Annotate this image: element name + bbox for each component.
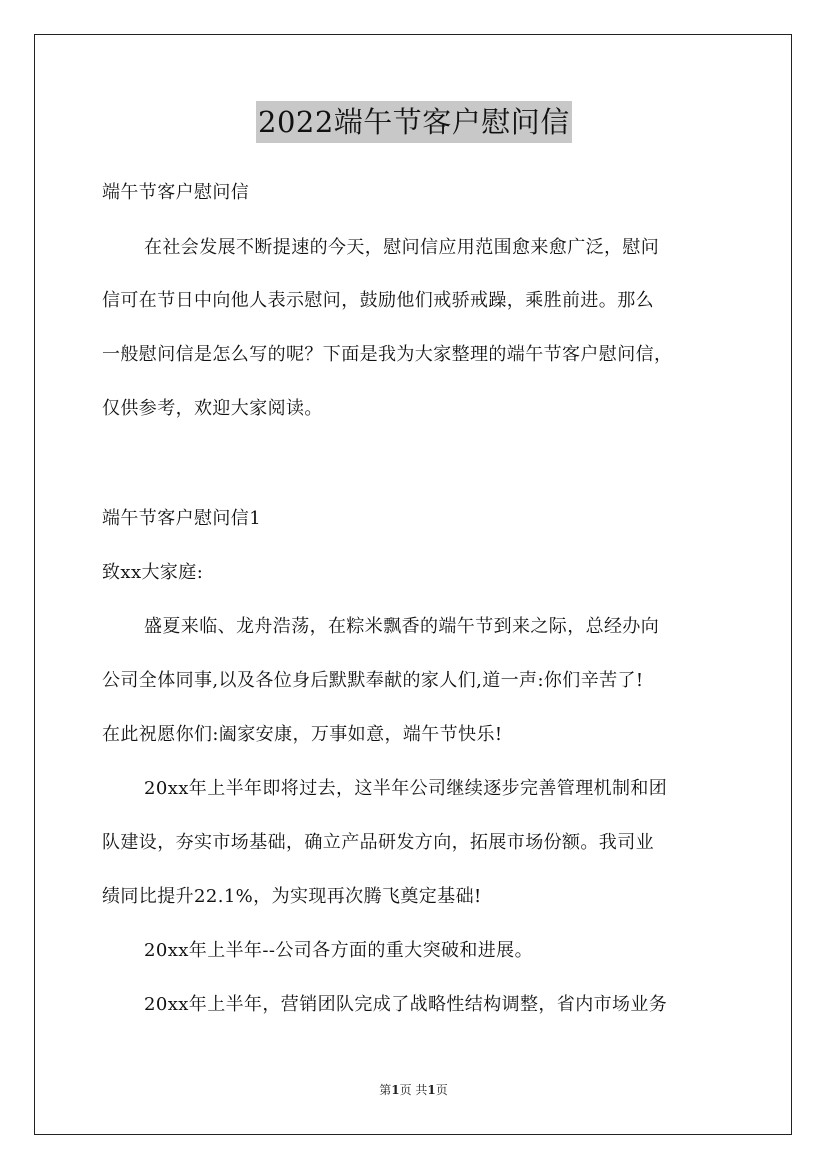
- paragraph-line: 一般慰问信是怎么写的呢？下面是我为大家整理的端午节客户慰问信，: [102, 344, 673, 365]
- paragraph-line: 20xx年上半年即将过去，这半年公司继续逐步完善管理机制和团: [144, 778, 668, 799]
- paragraph-line: 信可在节日中向他人表示慰问，鼓励他们戒骄戒躁，乘胜前进。那么: [102, 290, 654, 311]
- footer-page-current: 1: [391, 1083, 400, 1097]
- section-heading: 端午节客户慰问信1: [102, 508, 262, 529]
- footer-page-total: 1: [427, 1083, 436, 1097]
- paragraph-line: 在此祝愿你们:阖家安康，万事如意，端午节快乐!: [102, 724, 503, 745]
- page-footer: [0, 1082, 827, 1098]
- subtitle-line: 端午节客户慰问信: [102, 182, 250, 203]
- paragraph-line: 在社会发展不断提速的今天，慰问信应用范围愈来愈广泛，慰问: [144, 237, 660, 258]
- document-title: 2022端午节客户慰问信: [256, 101, 572, 143]
- paragraph-line: 队建设，夯实市场基础，确立产品研发方向，拓展市场份额。我司业: [102, 832, 654, 853]
- salutation-line: 致xx大家庭:: [102, 562, 204, 583]
- footer-text: 第: [379, 1083, 392, 1097]
- footer-text: 页: [435, 1083, 448, 1097]
- paragraph-line: 仅供参考，欢迎大家阅读。: [102, 398, 323, 419]
- footer-text: 页 共: [399, 1083, 428, 1097]
- paragraph-line: 绩同比提升22.1%，为实现再次腾飞奠定基础!: [102, 886, 482, 907]
- paragraph-line: 公司全体同事,以及各位身后默默奉献的家人们,道一声:你们辛苦了!: [102, 670, 644, 691]
- paragraph-line: 20xx年上半年--公司各方面的重大突破和进展。: [144, 940, 533, 961]
- paragraph-line: 20xx年上半年，营销团队完成了战略性结构调整，省内市场业务: [144, 994, 668, 1015]
- paragraph-line: 盛夏来临、龙舟浩荡，在粽米飘香的端午节到来之际，总经办向: [144, 616, 660, 637]
